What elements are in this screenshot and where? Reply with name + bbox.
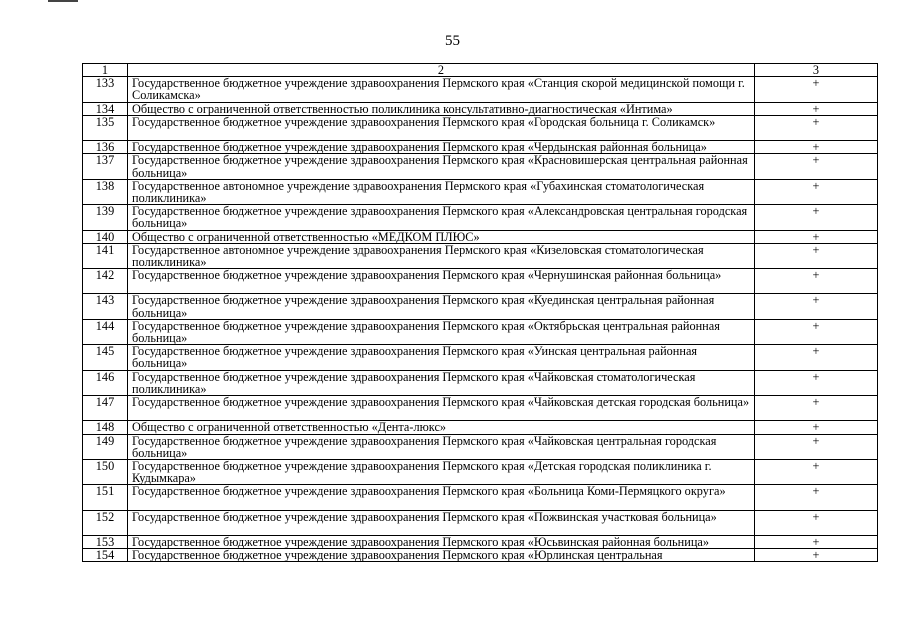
row-number-cell: 142 xyxy=(83,269,128,294)
institution-name-cell: Государственное бюджетное учреждение здравоохранения Пермского края «Чайковская детская городская больница» xyxy=(128,396,755,421)
row-number-cell: 148 xyxy=(83,421,128,434)
row-number-cell: 147 xyxy=(83,396,128,421)
inclusion-mark-cell: + xyxy=(755,345,878,370)
institution-name-cell: Государственное бюджетное учреждение здравоохранения Пермского края «Чайковская стоматологическая поликлиника» xyxy=(128,370,755,395)
inclusion-mark-cell: + xyxy=(755,396,878,421)
table-row xyxy=(83,535,878,548)
institution-name-cell: Государственное бюджетное учреждение здравоохранения Пермского края «Детская городская поликлиника г. Кудымкара» xyxy=(128,459,755,484)
inclusion-mark-cell: + xyxy=(755,205,878,230)
table-row xyxy=(83,115,878,140)
header-col-2: 2 xyxy=(128,64,755,77)
registry-table xyxy=(82,63,878,562)
inclusion-mark-cell: + xyxy=(755,230,878,243)
row-number-cell: 143 xyxy=(83,294,128,319)
header-col-3: 3 xyxy=(755,64,878,77)
institution-name-cell: Государственное бюджетное учреждение здравоохранения Пермского края «Станция скорой медицинской помощи г. Соликамска» xyxy=(128,77,755,102)
row-number-cell: 152 xyxy=(83,510,128,535)
inclusion-mark-cell: + xyxy=(755,141,878,154)
row-number-cell: 144 xyxy=(83,319,128,344)
institution-name-cell: Государственное бюджетное учреждение здравоохранения Пермского края «Уинская центральная районная больница» xyxy=(128,345,755,370)
table-header-row xyxy=(83,64,878,77)
scan-artifact-mark xyxy=(48,0,78,2)
table-row xyxy=(83,549,878,562)
row-number-cell: 140 xyxy=(83,230,128,243)
table-row xyxy=(83,243,878,268)
table-row xyxy=(83,421,878,434)
inclusion-mark-cell: + xyxy=(755,319,878,344)
row-number-cell: 136 xyxy=(83,141,128,154)
table-row xyxy=(83,154,878,179)
header-col-1: 1 xyxy=(83,64,128,77)
institution-name-cell: Государственное бюджетное учреждение здравоохранения Пермского края «Александровская центральная городская больница» xyxy=(128,205,755,230)
institution-name-cell: Государственное бюджетное учреждение здравоохранения Пермского края «Октябрьская центральная районная больница» xyxy=(128,319,755,344)
table-row xyxy=(83,230,878,243)
inclusion-mark-cell: + xyxy=(755,510,878,535)
row-number-cell: 150 xyxy=(83,459,128,484)
institution-name-cell: Государственное бюджетное учреждение здравоохранения Пермского края «Чайковская центральная городская больница» xyxy=(128,434,755,459)
institution-name-cell: Государственное бюджетное учреждение здравоохранения Пермского края «Больница Коми-Пермяцкого округа» xyxy=(128,485,755,510)
table-body xyxy=(83,77,878,562)
inclusion-mark-cell: + xyxy=(755,294,878,319)
table-row xyxy=(83,345,878,370)
inclusion-mark-cell: + xyxy=(755,154,878,179)
row-number-cell: 134 xyxy=(83,102,128,115)
page-number: 55 xyxy=(445,33,460,49)
row-number-cell: 149 xyxy=(83,434,128,459)
table-row xyxy=(83,396,878,421)
table-row xyxy=(83,485,878,510)
inclusion-mark-cell: + xyxy=(755,459,878,484)
row-number-cell: 133 xyxy=(83,77,128,102)
row-number-cell: 151 xyxy=(83,485,128,510)
table-row xyxy=(83,102,878,115)
institution-name-cell: Государственное бюджетное учреждение здравоохранения Пермского края «Красновишерская центральная районная больница» xyxy=(128,154,755,179)
table-row xyxy=(83,269,878,294)
institution-name-cell: Государственное бюджетное учреждение здравоохранения Пермского края «Чернушинская районная больница» xyxy=(128,269,755,294)
institution-name-cell: Государственное бюджетное учреждение здравоохранения Пермского края «Куединская центральная районная больница» xyxy=(128,294,755,319)
table-row xyxy=(83,459,878,484)
inclusion-mark-cell: + xyxy=(755,370,878,395)
institution-name-cell: Государственное бюджетное учреждение здравоохранения Пермского края «Чердынская районная больница» xyxy=(128,141,755,154)
inclusion-mark-cell: + xyxy=(755,243,878,268)
inclusion-mark-cell: + xyxy=(755,434,878,459)
institution-name-cell: Государственное бюджетное учреждение здравоохранения Пермского края «Юсьвинская районная больница» xyxy=(128,535,755,548)
institution-name-cell: Государственное автономное учреждение здравоохранения Пермского края «Губахинская стоматологическая поликлиника» xyxy=(128,179,755,204)
institution-name-cell: Общество с ограниченной ответственностью «Дента-люкс» xyxy=(128,421,755,434)
table-row xyxy=(83,294,878,319)
inclusion-mark-cell: + xyxy=(755,77,878,102)
row-number-cell: 145 xyxy=(83,345,128,370)
table-row xyxy=(83,510,878,535)
inclusion-mark-cell: + xyxy=(755,549,878,562)
row-number-cell: 137 xyxy=(83,154,128,179)
inclusion-mark-cell: + xyxy=(755,102,878,115)
institution-name-cell: Государственное бюджетное учреждение здравоохранения Пермского края «Юрлинская центральная xyxy=(128,549,755,562)
row-number-cell: 135 xyxy=(83,115,128,140)
institution-name-cell: Общество с ограниченной ответственностью «МЕДКОМ ПЛЮС» xyxy=(128,230,755,243)
table-row xyxy=(83,434,878,459)
inclusion-mark-cell: + xyxy=(755,535,878,548)
row-number-cell: 139 xyxy=(83,205,128,230)
table-row xyxy=(83,205,878,230)
institution-name-cell: Государственное бюджетное учреждение здравоохранения Пермского края «Городская больница г. Соликамск» xyxy=(128,115,755,140)
row-number-cell: 141 xyxy=(83,243,128,268)
row-number-cell: 154 xyxy=(83,549,128,562)
table-row xyxy=(83,141,878,154)
inclusion-mark-cell: + xyxy=(755,421,878,434)
row-number-cell: 146 xyxy=(83,370,128,395)
inclusion-mark-cell: + xyxy=(755,115,878,140)
row-number-cell: 138 xyxy=(83,179,128,204)
inclusion-mark-cell: + xyxy=(755,179,878,204)
table-row xyxy=(83,319,878,344)
table-row xyxy=(83,179,878,204)
inclusion-mark-cell: + xyxy=(755,485,878,510)
institution-name-cell: Общество с ограниченной ответственностью поликлиника консультативно-диагностическая «Интима» xyxy=(128,102,755,115)
institution-name-cell: Государственное бюджетное учреждение здравоохранения Пермского края «Пожвинская участковая больница» xyxy=(128,510,755,535)
row-number-cell: 153 xyxy=(83,535,128,548)
table-row xyxy=(83,77,878,102)
inclusion-mark-cell: + xyxy=(755,269,878,294)
institution-name-cell: Государственное автономное учреждение здравоохранения Пермского края «Кизеловская стоматологическая поликлиника» xyxy=(128,243,755,268)
table-row xyxy=(83,370,878,395)
